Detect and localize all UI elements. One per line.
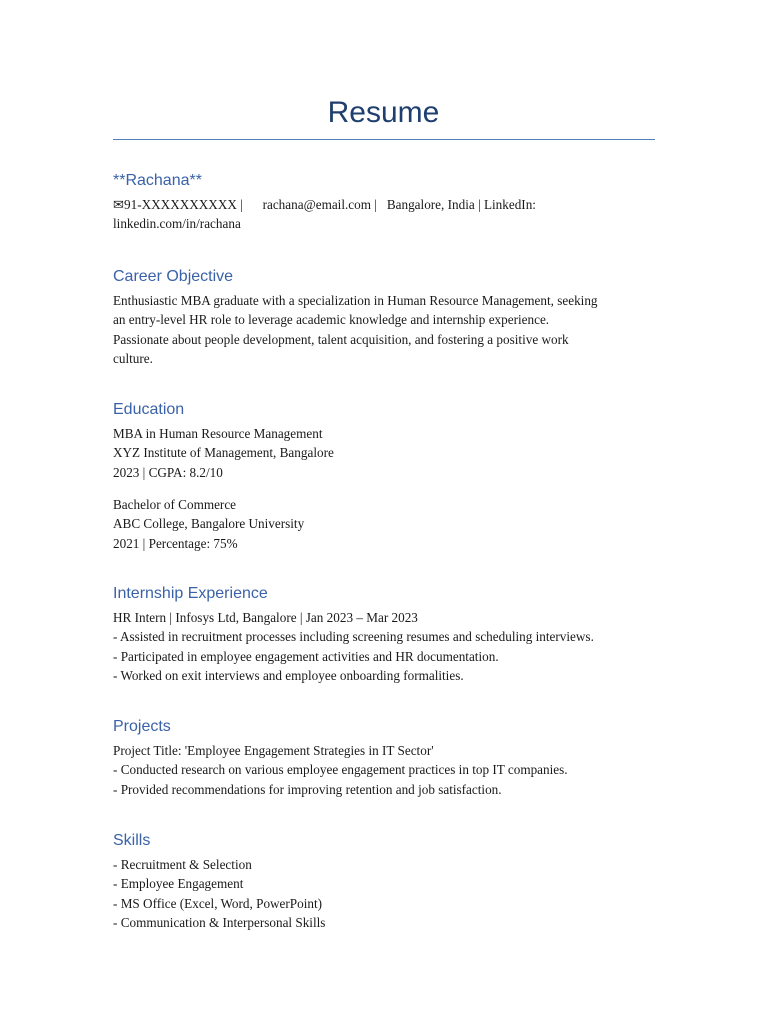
projects-section [113,717,673,799]
candidate-name: **Rachana** [113,172,202,189]
skill-item: - Communication & Interpersonal Skills [113,915,326,931]
contact-details: ✉91-XXXXXXXXXX | rachana@email.com | Bangalore, India | LinkedIn: [113,197,536,212]
education-heading: Education [113,401,185,418]
internship-section [113,584,673,686]
project-bullet: - Conducted research on various employee engagement practices in top IT companies. [113,762,568,778]
objective-line: an entry-level HR role to leverage academic knowledge and internship experience. [113,312,550,328]
project-title: Project Title: 'Employee Engagement Strategies in IT Sector' [113,743,434,758]
skill-item: - Employee Engagement [113,876,244,892]
skills-section [113,831,673,933]
education-degree: MBA in Human Resource Management [113,426,323,441]
skill-item: - MS Office (Excel, Word, PowerPoint) [113,895,323,911]
education-entry [113,495,673,553]
contact-line [113,195,673,214]
objective-line: culture. [113,351,153,367]
education-institution: XYZ Institute of Management, Bangalore [113,445,334,461]
internship-bullet: - Participated in employee engagement activities and HR documentation. [113,648,499,664]
education-details: 2021 | Percentage: 75% [113,535,238,551]
education-entry [113,424,673,482]
linkedin-url: linkedin.com/in/rachana [113,216,241,232]
project-bullet: - Provided recommendations for improving retention and job satisfaction. [113,781,502,797]
internship-bullet: - Assisted in recruitment processes including screening resumes and scheduling interviews. [113,629,594,645]
document-title: Resume [327,96,440,129]
education-section [113,400,673,553]
objective-line: Passionate about people development, talent acquisition, and fostering a positive work [113,331,569,347]
internship-bullet: - Worked on exit interviews and employee onboarding formalities. [113,668,464,684]
entry-spacer [113,482,673,495]
career-objective-heading: Career Objective [113,268,234,285]
internship-heading: Internship Experience [113,585,268,602]
skills-heading: Skills [113,832,151,849]
skill-item: - Recruitment & Selection [113,857,252,872]
education-institution: ABC College, Bangalore University [113,516,305,532]
education-degree: Bachelor of Commerce [113,496,237,512]
internship-role: HR Intern | Infosys Ltd, Bangalore | Jan 2023 – Mar 2023 [113,610,418,625]
contact-section [113,171,673,234]
career-objective-section [113,267,673,369]
projects-heading: Projects [113,718,171,735]
title-divider [113,139,655,140]
objective-line: Enthusiastic MBA graduate with a specialization in Human Resource Management, seeking [113,293,598,308]
education-details: 2023 | CGPA: 8.2/10 [113,464,223,480]
